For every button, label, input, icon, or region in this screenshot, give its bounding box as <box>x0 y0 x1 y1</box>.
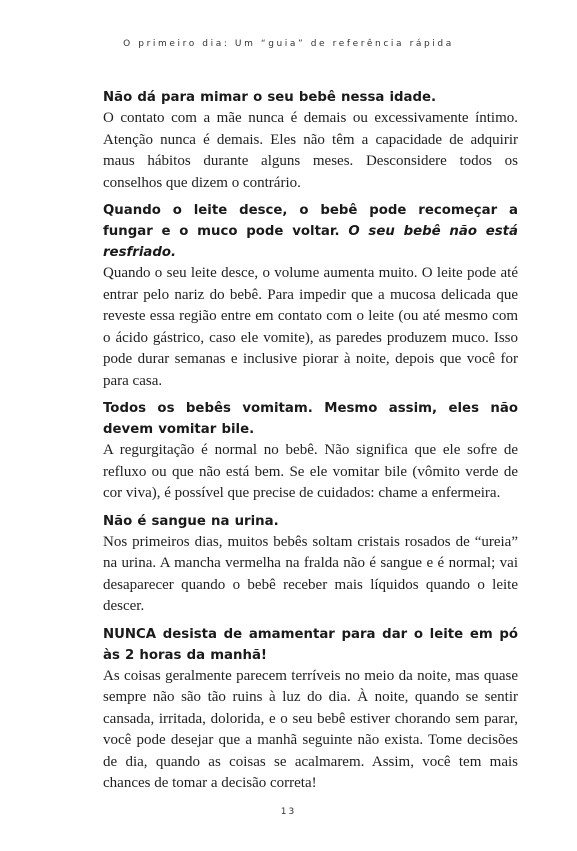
section-title-text: Não dá para mimar o seu bebê nessa idade. <box>103 90 437 105</box>
section-milk-mucus <box>103 200 518 392</box>
section-body: O contato com a mãe nunca é demais ou excessivamente íntimo. Atenção nunca é demais. Eles não têm a capacidade de adquirir maus hábitos durante alguns meses. Desconsidere todos os conselhos que dizem o contrário. <box>103 110 518 191</box>
section-body: Nos primeiros dias, muitos bebês soltam cristais rosados de “ureia” na urina. A mancha vermelha na fralda não é sangue e é normal; vai desaparecer quando o bebê receber mais líquidos quando o leite descer. <box>103 533 518 614</box>
section-title <box>103 511 518 532</box>
section-urine <box>103 511 518 618</box>
section-vomit <box>103 398 518 505</box>
section-title <box>103 624 518 666</box>
section-body: Quando o seu leite desce, o volume aumenta muito. O leite pode até entrar pelo nariz do bebê. Para impedir que a mucosa delicada que reveste essa região entre em contato com o leite (ou até mesmo com o ácido gástrico, caso ele vomite), as paredes produzem muco. Isso pode durar semanas e inclusive piorar à noite, depois que você for para casa. <box>103 265 518 389</box>
section-never-give-up <box>103 624 518 795</box>
section-spoiling <box>103 87 518 194</box>
section-title-text: NUNCA desista de amamentar para dar o leite em pó às 2 horas da manhã! <box>103 626 518 663</box>
page-content <box>103 87 518 801</box>
section-title <box>103 87 518 108</box>
section-title-text: Quando o leite desce, o bebê pode recomeçar a fungar e o muco pode voltar. <box>103 203 518 239</box>
section-title-italic: O seu bebê não está resfriado. <box>103 224 518 260</box>
running-header: O primeiro dia: Um “guia” de referência rápida <box>123 39 454 49</box>
section-title-text: Não é sangue na urina. <box>103 513 279 529</box>
section-title-text: Todos os bebês vomitam. Mesmo assim, eles não devem vomitar bile. <box>103 401 518 437</box>
page-number: 13 <box>280 807 297 817</box>
section-title <box>103 398 518 440</box>
section-title <box>103 200 518 263</box>
section-body: A regurgitação é normal no bebê. Não significa que ele sofre de refluxo ou que não está bem. Se ele vomitar bile (vômito verde de cor viva), é possível que precise de cuidados: chame a enfermeira. <box>103 442 518 501</box>
section-body: As coisas geralmente parecem terríveis no meio da noite, mas quase sempre não são tão ruins à luz do dia. À noite, quando se sentir cansada, irritada, dolorida, e o seu bebê estiver chorando sem parar, você pode desejar que a manhã seguinte não exista. Tome decisões de dia, quando as coisas se acalmarem. Assim, você tem mais chances de tomar a decisão correta! <box>103 667 518 791</box>
